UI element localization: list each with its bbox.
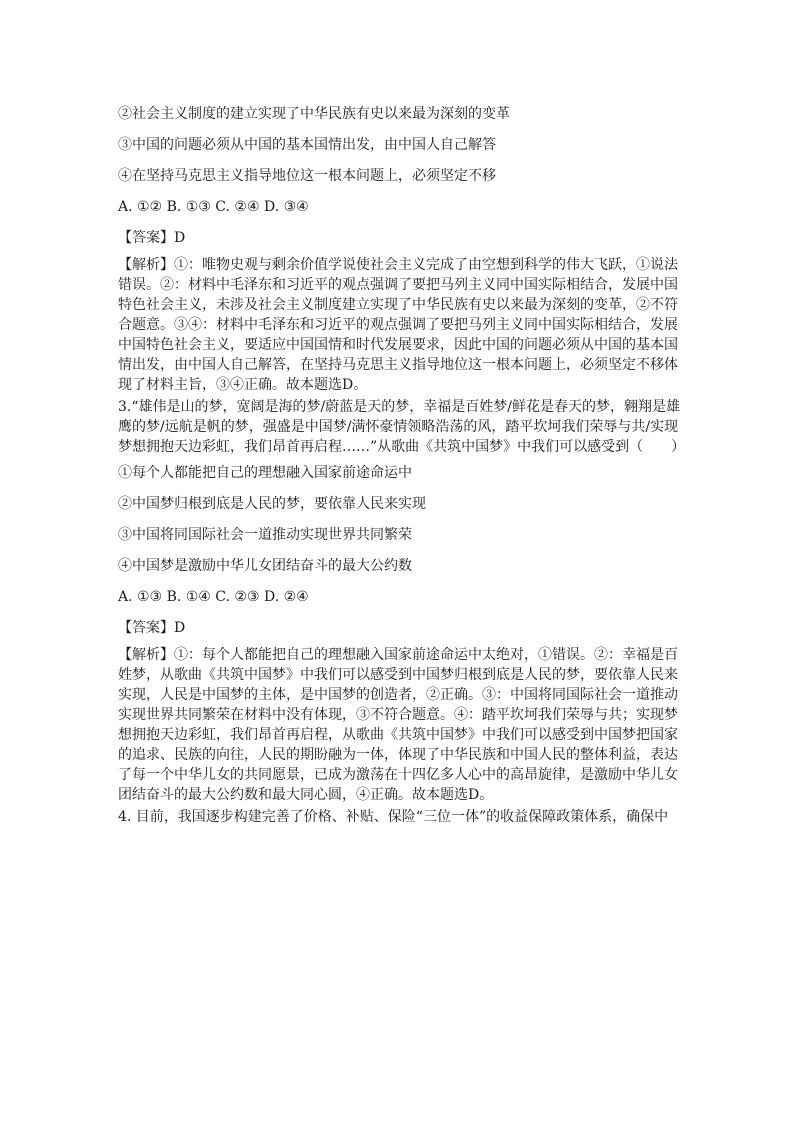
q2-option-3: ③中国的问题必须从中国的基本国情出发，由中国人自己解答 (118, 137, 496, 153)
q2-analysis-line: 情出发，由中国人自己解答，在坚持马克思主义指导地位这一根本问题上，必须坚定不移体 (118, 357, 678, 373)
q2-analysis (118, 253, 676, 395)
q4-stem (118, 805, 676, 827)
q3-option-2: ②中国梦归根到底是人民的梦，要依靠人民来实现 (118, 496, 426, 512)
q2-answer: 【答案】D (118, 230, 186, 246)
q2-analysis-line: 现了材料主旨，③④正确。故本题选D。 (118, 377, 368, 393)
q4-stem-line: 4. 目前，我国逐步构建完善了价格、补贴、保险“三位一体”的收益保障政策体系，确保中 (118, 809, 669, 825)
q3-analysis-line: 姓梦，从歌曲《共筑中国梦》中我们可以感受到中国梦归根到底是人民的梦，要依靠人民来 (118, 667, 678, 683)
q3-analysis-line: 了每一个中华儿女的共同愿景，已成为激荡在十四亿多人心中的高昂旋律，是激励中华儿女 (118, 767, 678, 783)
document-content (118, 98, 686, 827)
q3-analysis (118, 643, 676, 805)
q3-analysis-line: 实现，人民是中国梦的主体，是中国梦的创造者，②正确。③：中国将同国际社会一道推动 (118, 687, 678, 703)
q3-stem (118, 395, 686, 457)
q3-choices: A. ①③ B. ①④ C. ②③ D. ②④ (118, 589, 309, 605)
q3-analysis-line: 【解析】①：每个人都能把自己的理想融入国家前途命运中太绝对，①错误。②：幸福是百 (118, 647, 678, 663)
q3-stem-line: 3.“雄伟是山的梦，宽阔是海的梦/蔚蓝是天的梦，幸福是百姓梦/鲜花是春天的梦，翱翔是雄 (118, 399, 680, 415)
q2-choices: A. ①② B. ①③ C. ②④ D. ③④ (118, 199, 309, 215)
q3-analysis-line: 团结奋斗的最大公约数和最大同心圆，④正确。故本题选D。 (118, 787, 494, 803)
q3-analysis-line: 想拥抱天边彩虹，我们昂首再启程，从歌曲《共筑中国梦》中我们可以感受到中国梦把国家 (118, 727, 678, 743)
q2-analysis-line: 中国特色社会主义，要适应中国国情和时代发展要求，因此中国的问题必须从中国的基本国 (118, 337, 678, 353)
q3-option-3: ③中国将同国际社会一道推动实现世界共同繁荣 (118, 527, 412, 543)
q2-analysis-line: 错误。②：材料中毛泽东和习近平的观点强调了要把马列主义同中国实际相结合，发展中国 (118, 277, 678, 293)
q3-option-1: ①每个人都能把自己的理想融入国家前途命运中 (118, 465, 412, 481)
q3-answer: 【答案】D (118, 620, 186, 636)
q2-option-4: ④在坚持马克思主义指导地位这一根本问题上，必须坚定不移 (118, 168, 496, 184)
q2-analysis-line: 合题意。③④：材料中毛泽东和习近平的观点强调了要把马列主义同中国实际相结合，发展 (118, 317, 678, 333)
q2-analysis-line: 特色社会主义，未涉及社会主义制度建立实现了中华民族有史以来最为深刻的变革，②不符 (118, 297, 678, 313)
q2-option-2: ②社会主义制度的建立实现了中华民族有史以来最为深刻的变革 (118, 106, 510, 122)
q3-stem-line: 鹰的梦/远航是帆的梦，强盛是中国梦/满怀豪情领略浩荡的风，踏平坎坷我们荣辱与共/实现 (118, 419, 679, 435)
q3-analysis-line: 实现世界共同繁荣在材料中没有体现，③不符合题意。④：踏平坎坷我们荣辱与共；实现梦 (118, 707, 678, 723)
q3-stem-line: 梦想拥抱天边彩虹，我们昂首再启程……”从歌曲《共筑中国梦》中我们可以感受到（ ） (118, 439, 686, 455)
q3-analysis-line: 的追求、民族的向往，人民的期盼融为一体，体现了中华民族和中国人民的整体利益，表达 (118, 747, 678, 763)
q2-analysis-line: 【解析】①：唯物史观与剩余价值学说使社会主义完成了由空想到科学的伟大飞跃，①说法 (118, 257, 678, 273)
q3-option-4: ④中国梦是激励中华儿女团结奋斗的最大公约数 (118, 558, 412, 574)
